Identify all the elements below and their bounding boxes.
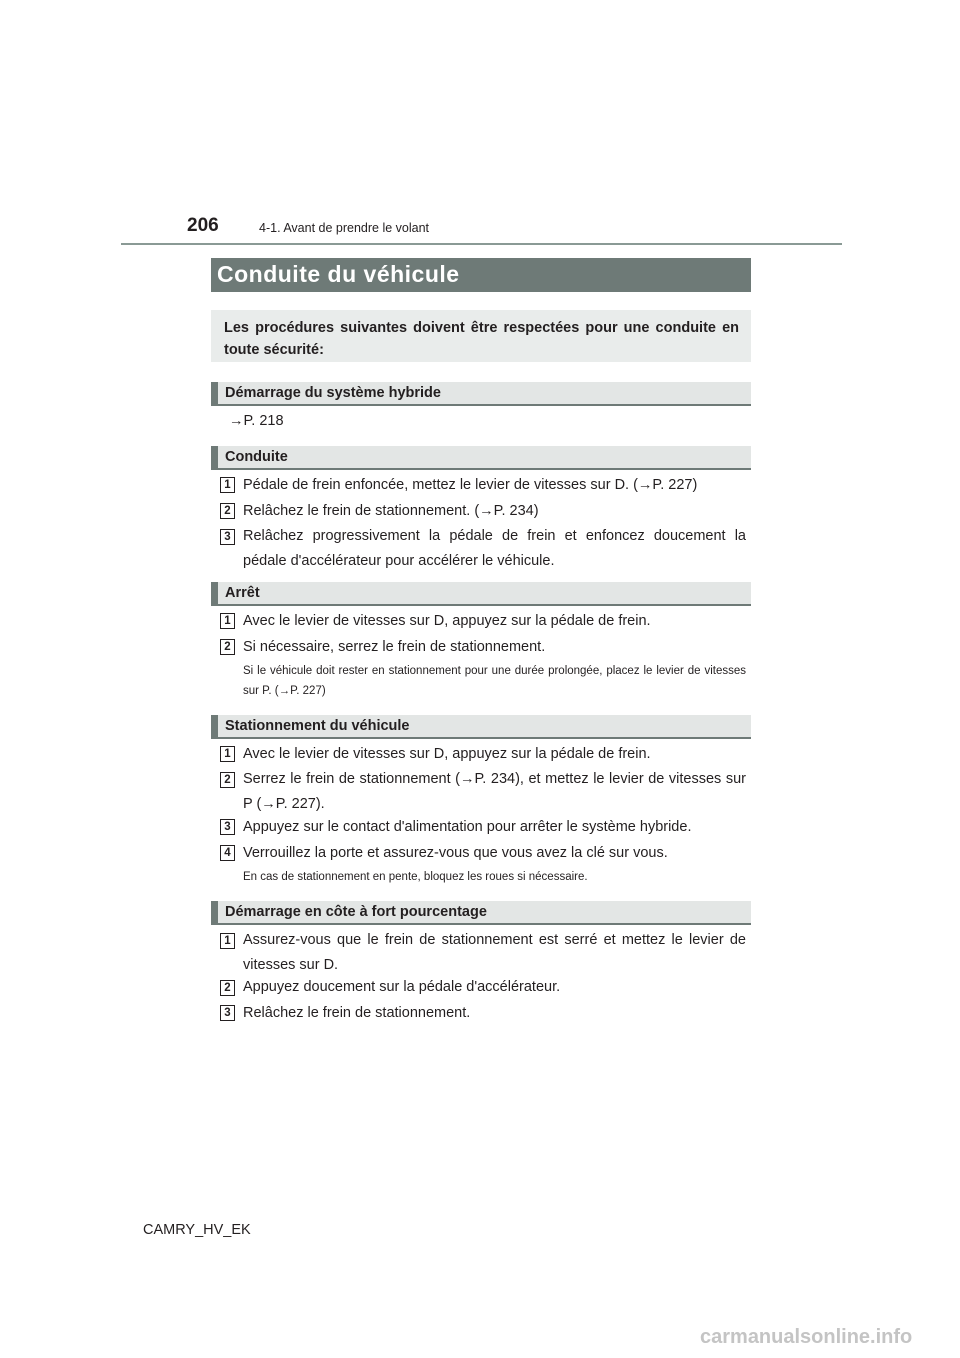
subheading-parking: Stationnement du véhicule [211, 715, 751, 739]
parking-step-number: 2 [220, 772, 235, 788]
parking-step-text: Verrouillez la porte et assurez-vous que vous avez la clé sur vous. [243, 845, 668, 861]
driving-step-number: 1 [220, 477, 235, 493]
startup-page-reference: →P. 218 [229, 413, 284, 429]
stop-step-text: Avec le levier de vitesses sur D, appuyez sur la pédale de frein. [243, 613, 651, 629]
parking-step-text: Avec le levier de vitesses sur D, appuyez sur la pédale de frein. [243, 746, 651, 762]
driving-step-text: Relâchez le frein de stationnement. (→P. 234) [243, 503, 539, 519]
hill-start-step-text: Assurez-vous que le frein de stationnement est serré et mettez le levier de vitesses sur D. [243, 932, 746, 973]
hill-start-step-number: 3 [220, 1005, 235, 1021]
stop-step-number: 2 [220, 639, 235, 655]
driving-step-number: 2 [220, 503, 235, 519]
parking-step-number: 4 [220, 845, 235, 861]
model-code: CAMRY_HV_EK [143, 1222, 251, 1238]
intro-box: Les procédures suivantes doivent être respectées pour une conduite en toute sécurité: [211, 310, 751, 362]
hill-start-step-text: Relâchez le frein de stationnement. [243, 1005, 471, 1021]
section-breadcrumb: 4-1. Avant de prendre le volant [259, 221, 430, 235]
stop-step-text: Si nécessaire, serrez le frein de stationnement. [243, 639, 546, 655]
hill-start-step-number: 1 [220, 933, 235, 949]
parking-step-number: 1 [220, 746, 235, 762]
parking-step-text: Serrez le frein de stationnement (→P. 234), et mettez le levier de vitesses sur P (→P. 227). [243, 771, 746, 812]
page-number: 206 [187, 215, 219, 236]
stop-note: Si le véhicule doit rester en stationnement pour une durée prolongée, placez le levier de vitesses sur P. (→P. 227) [243, 665, 746, 697]
parking-step-number: 3 [220, 819, 235, 835]
watermark: carmanualsonline.info [700, 1326, 913, 1348]
stop-step-number: 1 [220, 613, 235, 629]
subheading-hill-start: Démarrage en côte à fort pourcentage [211, 901, 751, 925]
subheading-stop: Arrêt [211, 582, 751, 606]
driving-step-number: 3 [220, 529, 235, 545]
hill-start-step-number: 2 [220, 980, 235, 996]
subheading-driving: Conduite [211, 446, 751, 470]
driving-step-text: Pédale de frein enfoncée, mettez le levier de vitesses sur D. (→P. 227) [243, 477, 698, 493]
page-title: Conduite du véhicule [211, 258, 751, 292]
subheading-startup: Démarrage du système hybride [211, 382, 751, 406]
driving-step-text: Relâchez progressivement la pédale de frein et enfoncez doucement la pédale d'accélérateur pour accélérer le véhicule. [243, 528, 746, 569]
parking-step-text: Appuyez sur le contact d'alimentation pour arrêter le système hybride. [243, 819, 692, 835]
hill-start-step-text: Appuyez doucement sur la pédale d'accélérateur. [243, 979, 561, 995]
header-divider [121, 243, 842, 245]
parking-note: En cas de stationnement en pente, bloquez les roues si nécessaire. [243, 871, 588, 883]
